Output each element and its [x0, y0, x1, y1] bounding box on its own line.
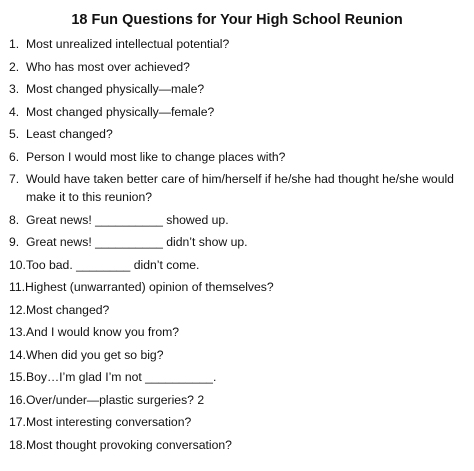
item-number: 15. [9, 370, 26, 384]
item-number: 5. [9, 127, 20, 141]
item-text: Too bad. ________ didn’t come. [25, 257, 200, 272]
item-number: 4. [9, 104, 20, 119]
list-item [9, 391, 471, 409]
document-title: 18 Fun Questions for Your High School Reunion [71, 12, 403, 28]
item-text: Highest (unwarranted) opinion of themselves? [25, 280, 274, 294]
list-item [9, 58, 471, 76]
item-text: Great news! __________ showed up. [26, 212, 229, 227]
item-number: 17. [9, 415, 26, 429]
item-text: Most changed physically—male? [26, 82, 205, 96]
item-text: Person I would most like to change places with? [26, 149, 286, 164]
item-number: 6. [9, 149, 20, 164]
item-text: Would have taken better care of him/herself if he/she had thought he/she would make it to this reunion? [26, 172, 454, 204]
item-number: 12. [9, 302, 26, 317]
item-number: 3. [9, 82, 20, 96]
item-text: Most changed? [25, 302, 110, 317]
item-number: 8. [9, 212, 20, 227]
item-number: 10. [9, 257, 26, 272]
item-number: 2. [9, 59, 20, 74]
list-item [9, 80, 471, 98]
list-item [9, 278, 471, 296]
item-text: And I would know you from? [25, 325, 180, 339]
list-item [9, 148, 471, 166]
item-text: Most unrealized intellectual potential? [26, 37, 230, 51]
list-item [9, 256, 471, 274]
item-number: 14. [9, 347, 26, 362]
item-text: Most changed physically—female? [26, 104, 215, 119]
list-item [9, 346, 471, 364]
list-item [9, 125, 471, 143]
item-number: 18. [9, 437, 26, 452]
item-text: Least changed? [26, 127, 113, 141]
item-number: 1. [9, 37, 20, 51]
list-item [9, 436, 471, 454]
item-text: Most thought provoking conversation? [25, 437, 232, 452]
item-number: 9. [9, 235, 20, 249]
list-item [9, 301, 471, 319]
item-text: Over/under—plastic surgeries? 2 [25, 392, 205, 407]
item-text: Who has most over achieved? [26, 59, 190, 74]
list-item [9, 233, 471, 251]
list-item [9, 368, 471, 386]
item-text: Boy…I’m glad I’m not __________. [25, 370, 217, 384]
item-number: 11. [9, 280, 26, 294]
list-item [9, 413, 471, 431]
question-list [9, 35, 471, 458]
list-item [9, 35, 471, 53]
list-item [9, 170, 471, 206]
item-number: 16. [9, 392, 26, 407]
item-text: Great news! __________ didn’t show up. [26, 235, 248, 249]
item-number: 7. [9, 172, 20, 186]
item-text: When did you get so big? [25, 347, 164, 362]
item-number: 13. [9, 325, 26, 339]
list-item [9, 211, 471, 229]
item-text: Most interesting conversation? [25, 415, 192, 429]
list-item [9, 103, 471, 121]
list-item [9, 323, 471, 341]
